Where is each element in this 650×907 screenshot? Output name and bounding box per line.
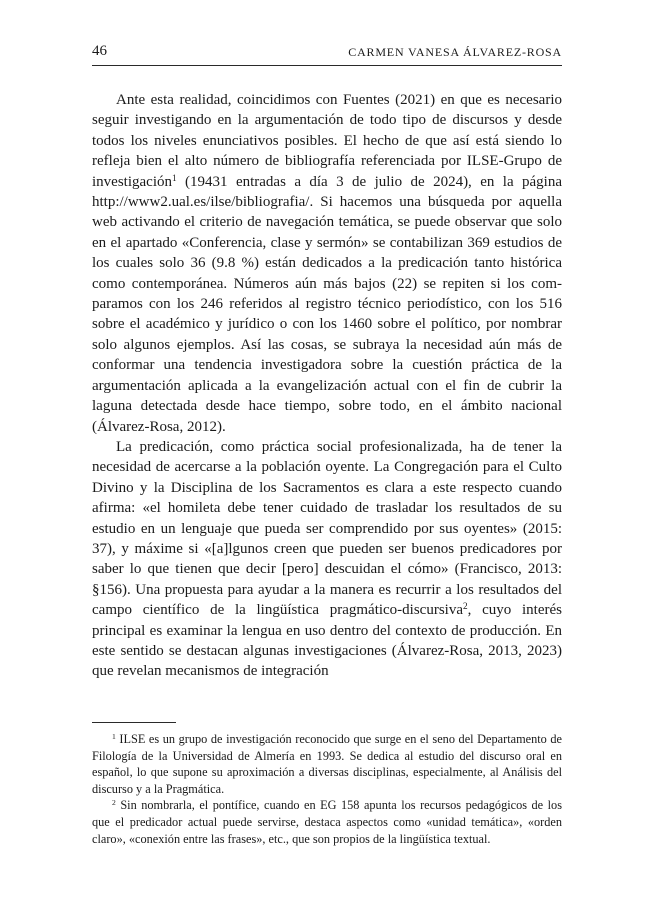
footnote-text-1: ILSE es un grupo de investigación reconocido que surge en el seno del Departamento de Filología de la Universidad de Almería en 1993. Se dedica al estudio del discurso oral en español, lo que supone su aproximación a diversas disciplinas, especialmente, al Análisis del discurso y a la Pragmática. (92, 732, 562, 796)
footnote-separator (92, 722, 176, 723)
footnote-text-2: Sin nombrarla, el pontífice, cuando en EG 158 apunta los recursos pedagógicos de los que el predicador actual puede servirse, destaca aspectos como «unidad temática», «orden claro», «conexión entre las frases», etc., que son propios de la lingüística textual. (92, 798, 562, 846)
paragraph-2-text-b: , cuyo interés principal es examinar la lengua en uso dentro del contexto de producción. En este sentido se destacan algunas investigaciones (Álvarez-Rosa, 2013, 2023) que revelan mecanismos de integración (92, 602, 562, 680)
footnote-marker-1: 1 (112, 731, 116, 741)
footnote-2 (92, 797, 562, 847)
paragraph-2-text-a: La predicación, como práctica social profesionalizada, ha de tener la necesidad de acercarse a la población oyente. La Congregación para el Culto Divino y la Disciplina de los Sacramentos es clara a este respecto cuando afirma: «el homileta debe tener cuidado de trasladar los resultados de su estudio en un lenguaje que pueda ser comprendido por sus oyentes» (2015: 37), y máxime si «[a]lgunos creen que pueden ser buenos predicadores por saber lo que tienen que decir [pero] descuidan el cómo» (Francisco, 2013: §156). Una propuesta para ayudar a la manera es recurrir a los resultados del campo científico de la lingüística pragmático-discursiva (92, 438, 562, 619)
paragraph-1-text-a: Ante esta realidad, coincidimos con Fuentes (2021) en que es necesario seguir investigando en la argumentación de todo tipo de discursos y desde todos los niveles enunciativos posibles. El hecho de que así está siendo lo refleja bien el alto número de bibliografía referenciada por ILSE-Grupo de investigación (92, 92, 562, 190)
footnote-ref-1: 1 (171, 173, 177, 184)
paragraph-1-text-b: (19431 entradas a día 3 de julio de 2024), en la página http://www2.ual.es/ilse/bibliografia/. Si hacemos una búsqueda por aquella web activando el criterio de navegación temática, se puede observar que solo en el apartado «Conferencia, clase y sermón» se contabilizan 369 estudios de los cuales solo 36 (9.8 %) están dedicados a la predicación tanto histórica como contemporánea. Números aún más bajos (22) se repiten si los comparamos con los 246 referidos al registro técnico periodístico, con los 516 sobre el académico y jurídico o con los 1460 sobre el político, por nombrar solo algunos ejemplos. Así las cosas, se subraya la necesidad aún más de conformar una tendencia investigadora sobre la cuestión práctica de la argumentación aplicada a la evangelización actual con el fin de cubrir la laguna detectada desde hace tiempo, sobre todo, en el ámbito nacional (Álvarez-Rosa, 2012). (92, 173, 562, 435)
running-title-author: CARMEN VANESA ÁLVAREZ-ROSA (348, 45, 562, 59)
body-text (92, 90, 562, 682)
paragraph-1 (92, 90, 562, 437)
page-number: 46 (92, 43, 107, 59)
footnote-marker-2: 2 (112, 798, 116, 808)
footnote-1 (92, 731, 562, 797)
running-header (92, 43, 562, 66)
footnote-ref-2: 2 (463, 602, 468, 613)
paragraph-2 (92, 437, 562, 682)
footnotes (92, 731, 562, 847)
